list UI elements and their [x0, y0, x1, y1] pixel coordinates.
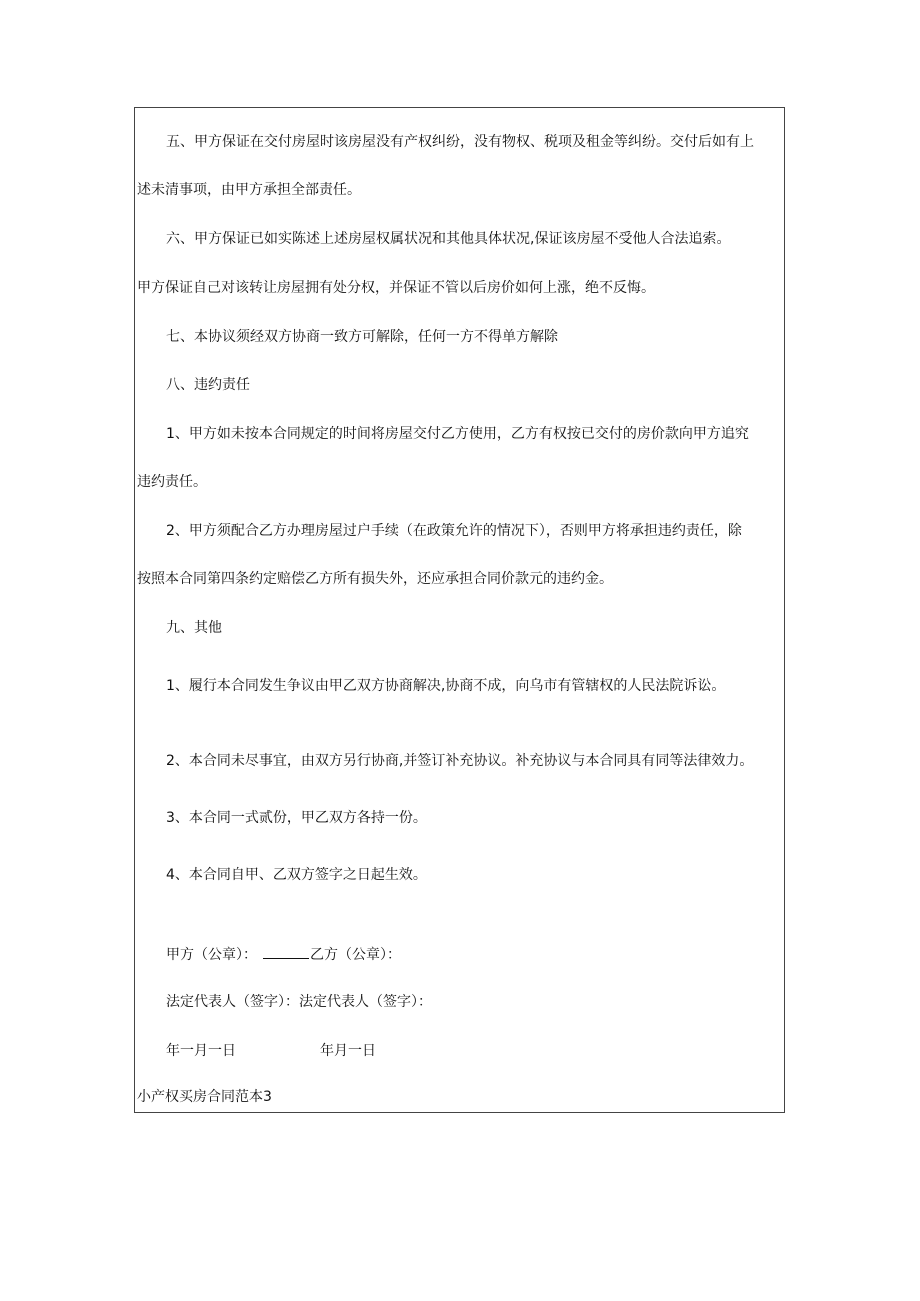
clause-9-item-2: 2、本合同未尽事宜，由双方另行协商,并签订补充协议。补充协议与本合同具有同等法律效力。 [166, 753, 754, 769]
signature-representatives: 法定代表人（签字）：法定代表人（签字）： [166, 994, 432, 1010]
party-b-seal-label: 乙方（公章）： [310, 947, 401, 963]
clause-5-line-1: 五、甲方保证在交付房屋时该房屋没有产权纠纷，没有物权、税项及租金等纠纷。交付后如有上 [166, 134, 754, 150]
party-a-seal-label: 甲方（公章）： [166, 947, 257, 963]
clause-8-item-2-line-2: 按照本合同第四条约定赔偿乙方所有损失外，还应承担合同价款元的违约金。 [137, 571, 613, 587]
signature-date-a: 年一月一日 [166, 1043, 236, 1059]
clause-9-item-4: 4、本合同自甲、乙双方签字之日起生效。 [166, 867, 427, 883]
clause-8-item-1-line-1: 1、甲方如未按本合同规定的时间将房屋交付乙方使用，乙方有权按已交付的房价款向甲方追究 [166, 426, 749, 442]
signature-parties [166, 945, 401, 964]
clause-8-heading: 八、违约责任 [166, 377, 250, 393]
clause-8-item-2-line-1: 2、甲方须配合乙方办理房屋过户手续（在政策允许的情况下），否则甲方将承担违约责任，除 [166, 523, 742, 539]
clause-8-item-1-line-2: 违约责任。 [137, 474, 207, 490]
clause-7: 七、本协议须经双方协商一致方可解除，任何一方不得单方解除 [166, 329, 558, 345]
clause-9-item-1: 1、履行本合同发生争议由甲乙双方协商解决,协商不成，向乌市有管辖权的人民法院诉讼。 [166, 678, 726, 694]
signature-date-b: 年月一日 [320, 1043, 376, 1059]
clause-5-line-2: 述未清事项，由甲方承担全部责任。 [137, 182, 361, 198]
clause-9-item-3: 3、本合同一式贰份，甲乙双方各持一份。 [166, 810, 427, 826]
clause-9-heading: 九、其他 [166, 620, 222, 636]
clause-6-line-2: 甲方保证自己对该转让房屋拥有处分权，并保证不管以后房价如何上涨，绝不反悔。 [137, 280, 655, 296]
clause-6-line-1: 六、甲方保证已如实陈述上述房屋权属状况和其他具体状况,保证该房屋不受他人合法追索。 [166, 231, 731, 247]
party-a-blank [263, 945, 309, 959]
next-section-title: 小产权买房合同范本3 [137, 1089, 272, 1105]
